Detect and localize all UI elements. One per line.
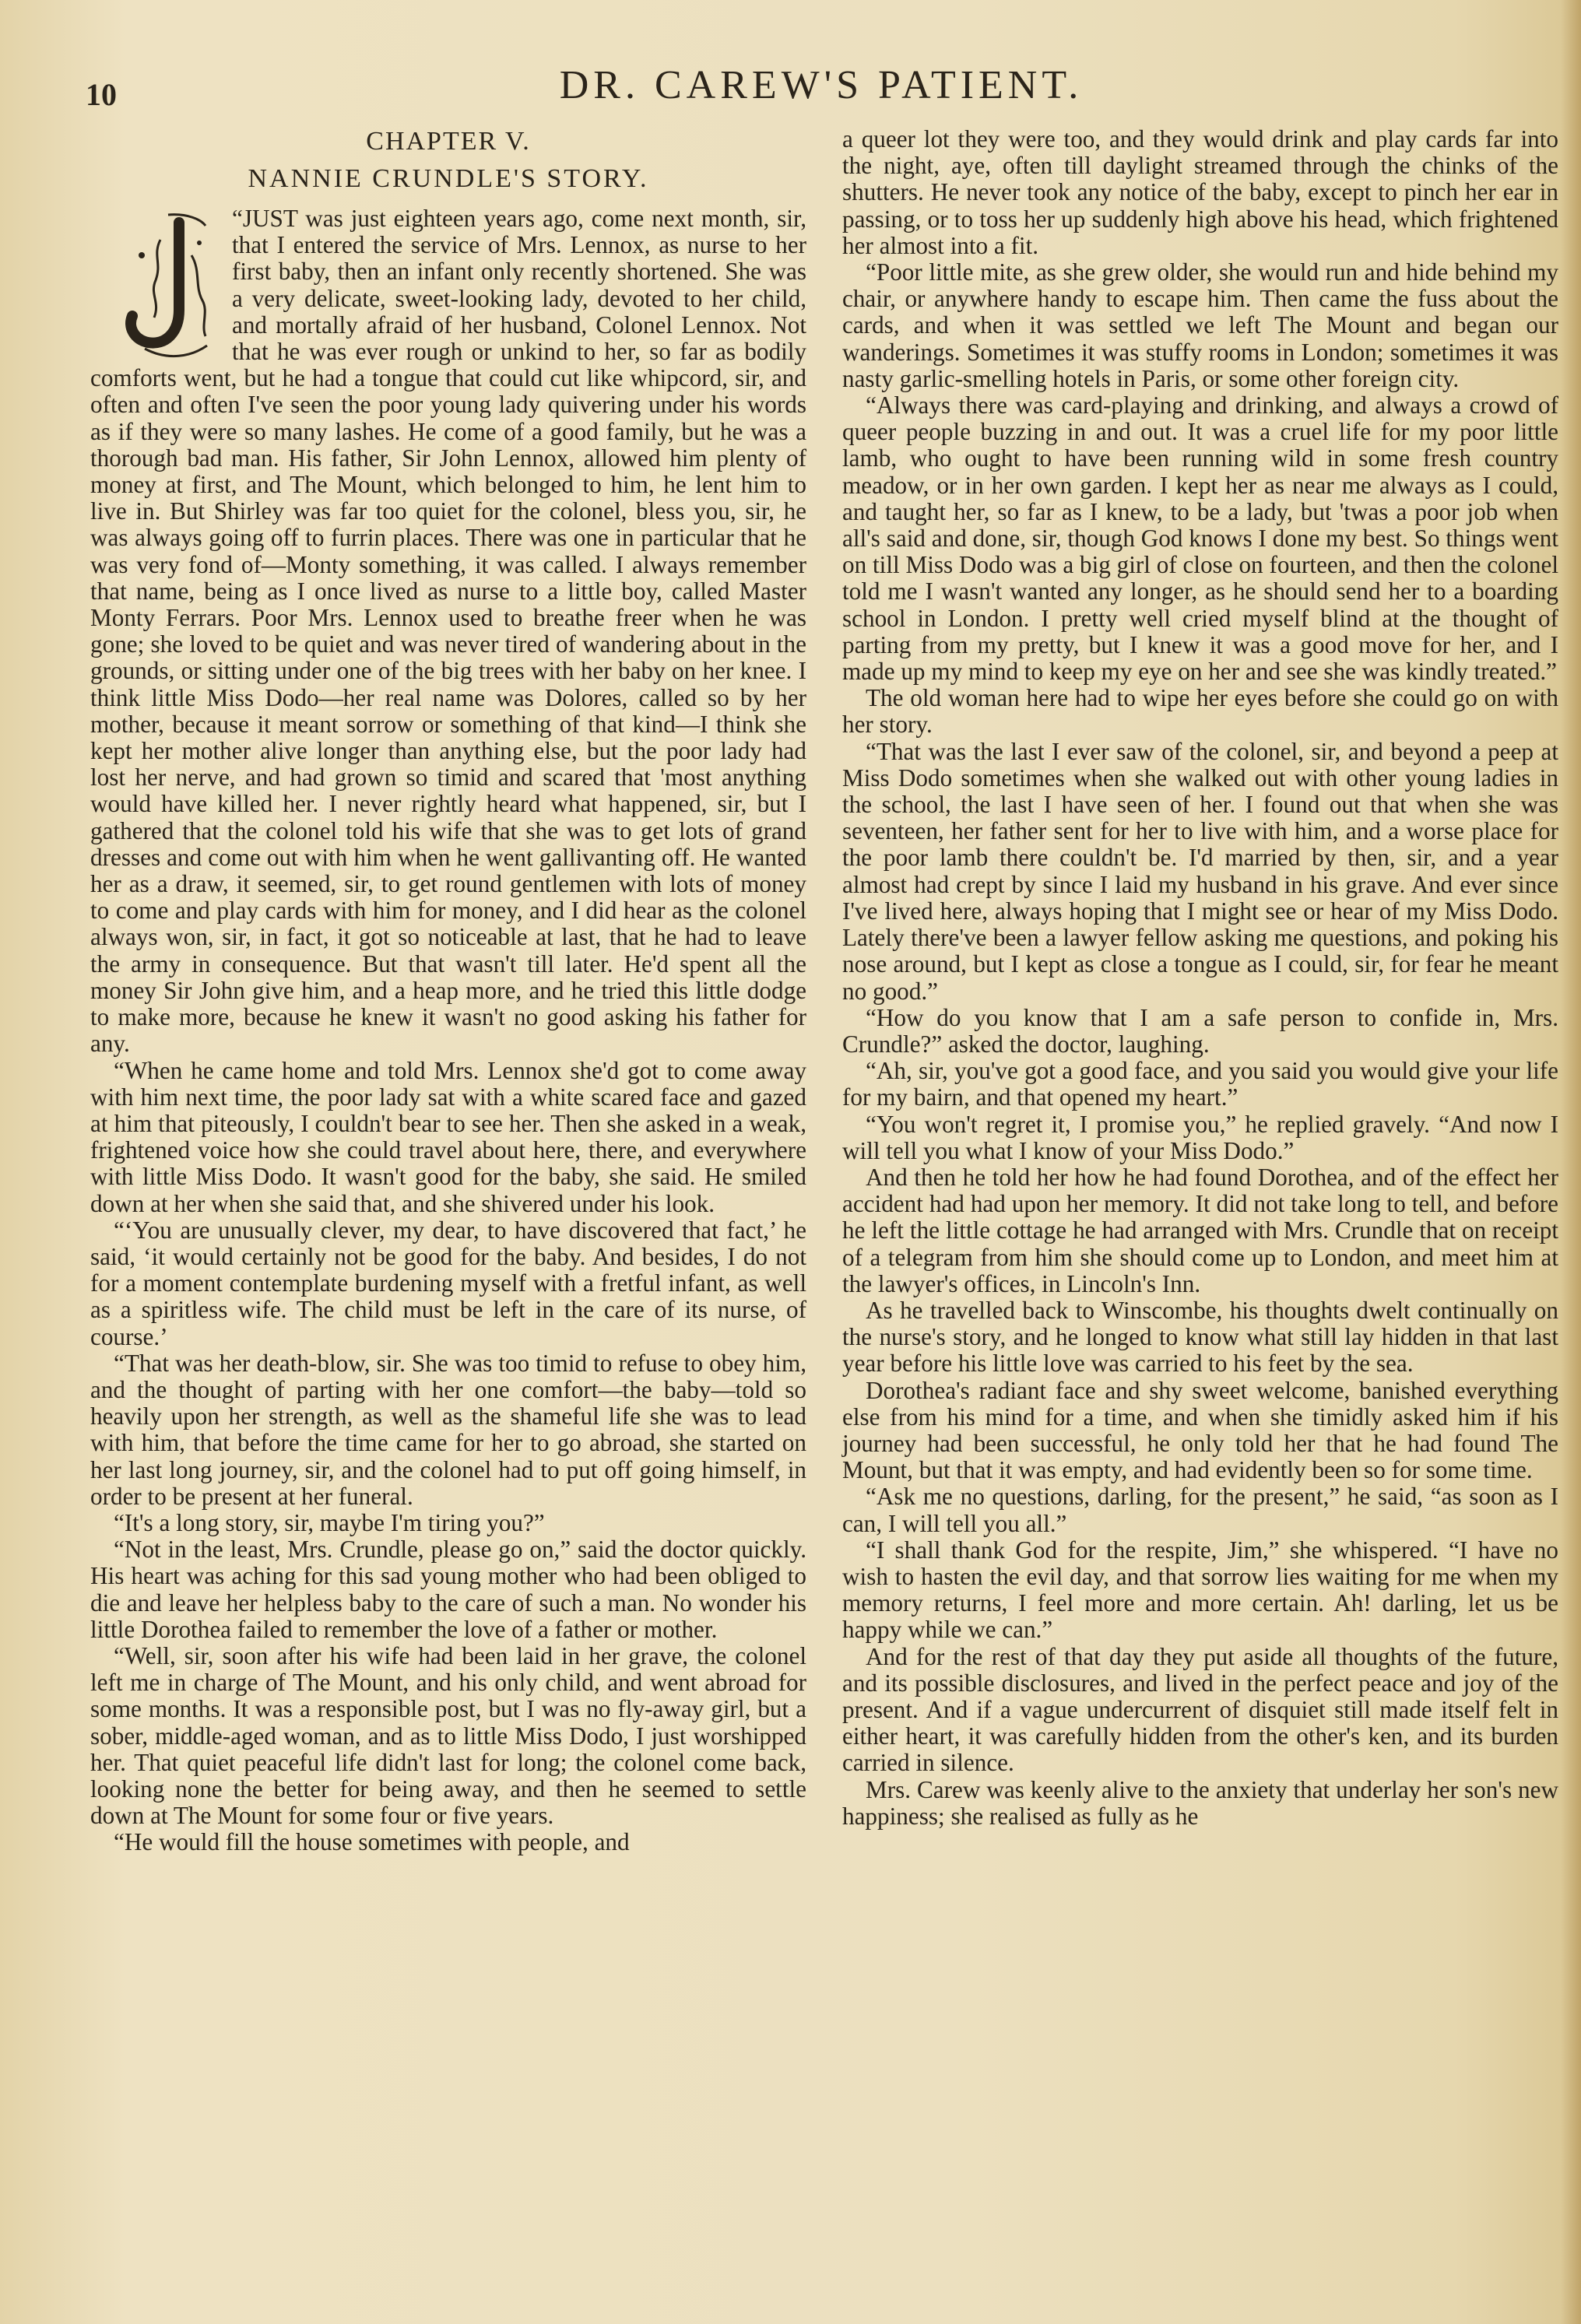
left-column-paragraph: “It's a long story, sir, maybe I'm tiring you?” [114,1508,545,1536]
left-column-paragraph: “When he came home and told Mrs. Lennox she'd got to come away with him next time, the poor lady sat with a white scared face and gazed at him that piteously, I couldn't bear to see her. Then she asked in a weak, frightened voice how she could travel about here, there, and everywhere with little Miss Dodo. It wasn't good for the baby, she said. He smiled down at her when she said that, and she shivered under his look. [90,1056,806,1217]
right-column-paragraph: The old woman here had to wipe her eyes before she could go on with her story. [842,684,1558,739]
right-column-paragraph: And then he told her how he had found Dorothea, and of the effect her accident had had upon her memory. It did not take long to tell, and before he left the little cottage he had arranged with Mrs. Crundle that on receipt of a telegram from him she should come up to London, and meet him at the lawyer's offices, in Lincoln's Inn. [842,1163,1558,1297]
right-column-paragraph: “I shall thank God for the respite, Jim,” she whispered. “I have no wish to hasten the evil day, and that sorrow lies waiting for me when my memory returns, I feel more and more certain. Ah! darling, let us be happy while we can.” [842,1536,1558,1644]
left-column-paragraph: “He would fill the house sometimes with people, and [114,1828,630,1856]
right-column-text [842,126,1558,1830]
page-number: 10 [86,77,117,112]
right-column-paragraph: “Ah, sir, you've got a good face, and you said you would give your life for my bairn, and that opened my heart.” [842,1057,1558,1111]
ornamental-dropcap [114,209,223,364]
left-column-paragraph: “Well, sir, soon after his wife had been laid in her grave, the colonel left me in charge of The Mount, and his only child, and went abroad for some months. It was a responsible post, but I was no fly-away girl, but a sober, middle-aged woman, and as to little Miss Dodo, I just worshipped her. That quiet peaceful life didn't last for long; the colonel come back, looking none the better for being away, and then he seemed to settle down at The Mount for some four or five years. [90,1641,806,1830]
right-column [842,126,1558,1830]
chapter-title: NANNIE CRUNDLE'S STORY. [248,164,649,193]
right-column-paragraph: “You won't regret it, I promise you,” he replied gravely. “And now I will tell you what I know of your Miss Dodo.” [842,1110,1558,1164]
page-header [86,62,1557,125]
right-column-paragraph: “How do you know that I am a safe person to confide in, Mrs. Crundle?” asked the doctor, laughing. [842,1003,1558,1058]
left-column-paragraph: “‘You are unusually clever, my dear, to have discovered that fact,’ he said, ‘it would certainly not be good for the baby. And besides, I do not for a moment contemplate burdening myself with a fretful infant, as well as a spiritless wife. The child must be left in the care of its nurse, of course.’ [90,1216,806,1350]
left-column-paragraph: “Not in the least, Mrs. Crundle, please go on,” said the doctor quickly. His heart was aching for this sad young mother who had been obliged to die and leave her helpless baby to the care of such a man. No wonder his little Dorothea failed to remember the love of a father or mother. [90,1536,806,1643]
running-title: DR. CAREW'S PATIENT. [559,63,1084,107]
left-column [90,126,806,1856]
right-column-paragraph: As he travelled back to Winscombe, his thoughts dwelt continually on the nurse's story, and he longed to know what still lay hidden in that last year before his little love was carried to his feet by the sea. [842,1296,1558,1378]
left-column-paragraph: “JUST was just eighteen years ago, come next month, sir, that I entered the service of Mrs. Lennox, as nurse to her first baby, then an infant only recently shortened. She was a very delicate, sweet-looking lady, devoted to her child, and mortally afraid of her husband, Colonel Lennox. Not that he was ever rough or unkind to her, so far as bodily comforts went, but he had a tongue that could cut like whipcord, sir, and often and often I've seen the poor young lady quivering under his words as if they were so many lashes. He come of a good family, but he was a thorough bad man. His father, Sir John Lennox, allowed him plenty of money at first, and The Mount, which belonged to him, he lent him to live in. But Shirley was far too quiet for the colonel, bless you, sir, he was always going off to furrin places. There was one in particular that he was very fond of—Monty something, it was called. I always remember that name, being as I once lived as nurse to a little boy, called Master Monty Ferrars. Poor Mrs. Lennox used to breathe freer when he was gone; she loved to be quiet and was never tired of wandering about in the grounds, or sitting under one of the big trees with her baby on her knee. I think little Miss Dodo—her real name was Dolores, called so by her mother, because it meant sorrow or something of that kind—I think she kept her mother alive longer than anything else, but the poor lady had lost her nerve, and had grown so timid and scared that 'most anything would have killed her. I never rightly heard what happened, sir, but I gathered that the colonel told his wife that she was to get lots of grand dresses and come out with him when he went gallivanting off. He wanted her as a draw, it seemed, sir, to get round gentlemen with lots of money to come and play cards with him for money, and I did hear as the colonel always won, sir, in fact, it got so noticeable at last, that he had to leave the army in consequence. But that wasn't till later. He'd spent all the money Sir John give him, and a heap more, and he tried this little dodge to make more, because he knew it wasn't no good asking his father for any. [90,205,806,1058]
right-column-paragraph: Dorothea's radiant face and shy sweet welcome, banished everything else from his mind for a time, and when she timidly asked him if his journey had been successful, he only told her that he had found The Mount, but that it was empty, and had evidently been so for some time. [842,1376,1558,1484]
right-column-paragraph: Mrs. Carew was keenly alive to the anxiety that underlay her son's new happiness; she realised as fully as he [842,1775,1558,1830]
right-column-paragraph: And for the rest of that day they put aside all thoughts of the future, and its possible disclosures, and lived in the perfect peace and joy of the present. And if a vague undercurrent of disquiet still made itself felt in either heart, it was carefully hidden from the other's ken, and its burden carried in silence. [842,1642,1558,1777]
left-column-text [90,205,806,1856]
right-column-paragraph: “Always there was card-playing and drinking, and always a crowd of queer people buzzing in and out. It was a cruel life for my poor little lamb, who ought to have been running wild in some fresh country meadow, or in her own garden. I kept her as near me always as I could, and taught her, so far as I knew, to be a lady, but 'twas a poor job when all's said and done, sir, though God knows I done my best. So things went on till Miss Dodo was a big girl of close on fourteen, and then the colonel told me I wasn't wanted any longer, as he should send her to a boarding school in London. I pretty well cried myself blind at the thought of parting from my pretty, but I knew it was a good move for her, and I made up my mind to keep my eye on her and see she was kindly treated.” [842,391,1559,686]
left-column-paragraph: “That was her death-blow, sir. She was too timid to refuse to obey him, and the thought of parting with her one comfort—the baby—told so heavily upon her strength, as well as the shameful life she was to lead with him, that before the time came for her to go abroad, she started on her last long journey, sir, and the colonel had to put off going himself, in order to be present at her funeral. [90,1349,806,1510]
right-column-paragraph: “Ask me no questions, darling, for the present,” he said, “as soon as I can, I will tell you all.” [842,1483,1558,1537]
chapter-label: CHAPTER V. [366,127,531,156]
right-column-paragraph: “That was the last I ever saw of the colonel, sir, and beyond a peep at Miss Dodo sometimes when she walked out with other young ladies in the school, the last I have seen of her. I found out that when she was seventeen, her father sent for her to live with him, and a worse place for the poor lamb there couldn't be. I'd married by then, sir, and a year almost had crept by since I laid my husband in his grave. And ever since I've lived here, always hoping that I might see or hear of my Miss Dodo. Lately there've been a lawyer fellow asking me questions, and poking his nose around, but I kept as close a tongue as I could, sir, for fear he meant no good.” [842,737,1558,1005]
right-column-paragraph: “Poor little mite, as she grew older, she would run and hide behind my chair, or anywhere handy to escape him. Then came the fuss about the cards, and when it was settled we left The Mount and began our wanderings. Sometimes it was stuffy rooms in London; sometimes it was nasty garlic-smelling hotels in Paris, or some other foreign city. [842,258,1558,392]
page-edge-shading [1561,0,1581,2324]
right-column-paragraph: a queer lot they were too, and they would drink and play cards far into the night, aye, often till daylight streamed through the chinks of the shutters. He never took any notice of the baby, except to pinch her ear in passing, or to toss her up suddenly high above his head, which frightened her almost into a fit. [842,125,1558,259]
